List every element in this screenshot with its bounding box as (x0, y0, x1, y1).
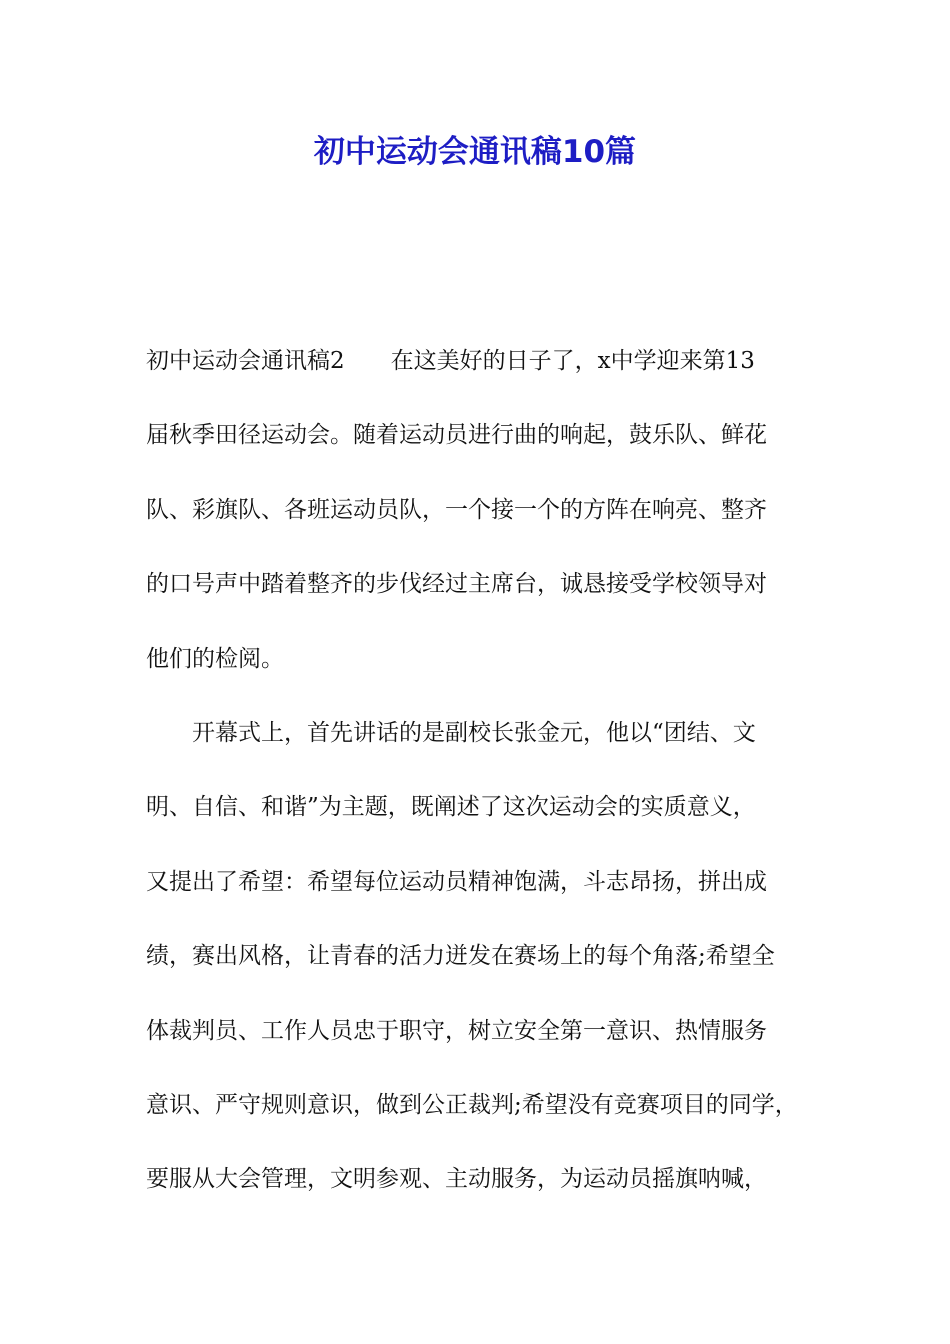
section-heading: 初中运动会通讯稿2 (146, 348, 345, 374)
paragraph-line: 明、自信、和谐”为主题，既阐述了这次运动会的实质意义， (146, 794, 756, 821)
paragraph-line: 体裁判员、工作人员忠于职守，树立安全第一意识、热情服务 (146, 1017, 767, 1044)
paragraph-line: 的口号声中踏着整齐的步伐经过主席台，诚恳接受学校领导对 (146, 571, 767, 598)
document-body (146, 338, 826, 1231)
paragraph-line: 队、彩旗队、各班运动员队，一个接一个的方阵在响亮、整齐 (146, 496, 767, 523)
paragraph-line: 届秋季田径运动会。随着运动员进行曲的响起，鼓乐队、鲜花 (146, 422, 767, 449)
paragraph-line: 开幕式上，首先讲话的是副校长张金元，他以“团结、文 (192, 719, 756, 746)
page-title: 初中运动会通讯稿10篇 (313, 134, 637, 170)
paragraph-line: 他们的检阅。 (146, 645, 284, 672)
paragraph-line-text: 在这美好的日子了，x中学迎来第13 (390, 348, 755, 374)
paragraph-line: 又提出了希望：希望每位运动员精神饱满，斗志昂扬，拼出成 (146, 868, 767, 895)
paragraph-line: 绩，赛出风格，让青春的活力迸发在赛场上的每个角落;希望全 (146, 943, 775, 970)
paragraph-line (146, 338, 826, 412)
paragraph-line: 意识、严守规则意识，做到公正裁判;希望没有竞赛项目的同学， (146, 1091, 798, 1118)
paragraph-line: 要服从大会管理，文明参观、主动服务，为运动员摇旗呐喊， (146, 1166, 767, 1193)
